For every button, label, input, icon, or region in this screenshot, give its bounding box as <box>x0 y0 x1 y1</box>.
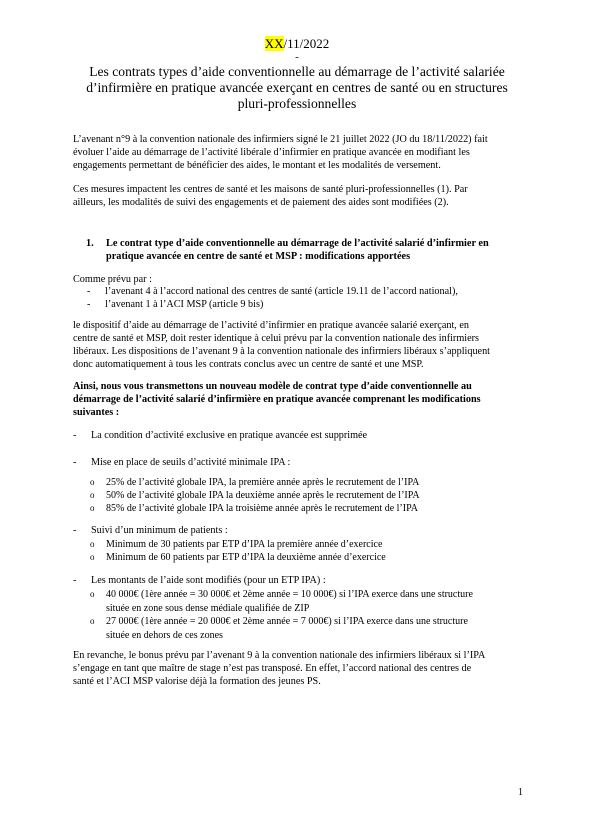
title-separator: - <box>295 51 299 63</box>
document-date <box>0 36 594 52</box>
document-title <box>80 64 514 112</box>
date-rest: /11/2022 <box>283 36 330 51</box>
bonus-paragraph <box>73 649 523 688</box>
dash-bullet: - <box>73 430 77 441</box>
intro-paragraph-2 <box>73 183 523 209</box>
title-line: d’infirmière en pratique avancée exerçant en centres de santé ou en structures <box>86 80 508 95</box>
paragraph-line: centre de santé et MSP, doit rester identique à celui prévu par la convention nationale des infirmiers <box>73 333 479 344</box>
dash-bullet: - <box>73 457 77 468</box>
list-item-text-continued: située en zone sous dense médiale qualifiée de ZIP <box>106 603 310 614</box>
paragraph-line: libéraux. Les dispositions de l’avenant 9 à la convention nationale des infirmiers libéraux s’appliquent <box>73 346 491 357</box>
circle-bullet: o <box>90 539 95 549</box>
section-number: 1. <box>86 238 94 249</box>
list-item-text: 27 000€ (1ère année = 20 000€ et 2ème année = 7 000€) si l’IPA exerce dans une structure <box>106 616 468 627</box>
list-item-text: 85% de l’activité globale IPA la troisième année après le recrutement de l’IPA <box>106 503 418 514</box>
dash-bullet: - <box>73 575 77 586</box>
dispositif-paragraph <box>73 319 523 371</box>
list-item-text: l’avenant 1 à l’ACI MSP (article 9 bis) <box>105 299 264 310</box>
paragraph-line: ailleurs, les modalités de suivi des engagements et de paiement des aides sont modifiées (2). <box>73 197 449 208</box>
circle-bullet: o <box>90 616 95 626</box>
title-line: pluri-professionnelles <box>237 96 357 111</box>
paragraph-line: donc automatiquement à tous les contrats conclus avec un centre de santé et une MSP. <box>73 359 424 370</box>
paragraph-line: s’engage en tant que maître de stage n’est pas transposé. En effet, l’accord national des centres de <box>73 663 472 674</box>
list-item-text: Minimum de 30 patients par ETP d’IPA la première année d’exercice <box>106 539 383 550</box>
circle-bullet: o <box>90 503 95 513</box>
paragraph-line: engagements permettant de bénéficier des aides, le montant et les modalités de versement. <box>73 160 441 171</box>
list-item-text: La condition d’activité exclusive en pratique avancée est supprimée <box>91 430 368 441</box>
intro-paragraph-1 <box>73 133 523 172</box>
paragraph-line: L’avenant n°9 à la convention nationale des infirmiers signé le 21 juillet 2022 (JO du 18/11/2022) fait <box>73 134 488 145</box>
section-title-line: Le contrat type d’aide conventionnelle au démarrage de l’activité salarié d’infirmier en <box>106 238 489 249</box>
paragraph-line: suivantes : <box>73 407 120 418</box>
list-item-text: 50% de l’activité globale IPA la deuxième année après le recrutement de l’IPA <box>106 490 420 501</box>
paragraph-line: démarrage de l’activité salarié d’infirmière en pratique avancée comprenant les modifications <box>73 394 481 405</box>
page-number: 1 <box>518 787 523 798</box>
dash-bullet: - <box>73 525 77 536</box>
list-item-text-continued: située en dehors de ces zones <box>106 630 223 641</box>
circle-bullet: o <box>90 477 95 487</box>
dash-bullet: - <box>87 299 91 310</box>
ainsi-paragraph <box>73 380 523 419</box>
list-item-text: Minimum de 60 patients par ETP d’IPA la deuxième année d’exercice <box>106 552 386 563</box>
section-title-line: pratique avancée en centre de santé et MSP : modifications apportées <box>106 251 411 262</box>
circle-bullet: o <box>90 589 95 599</box>
paragraph-line: Ainsi, nous vous transmettons un nouveau modèle de contrat type d’aide conventionnelle au <box>73 381 472 392</box>
list-item-text: l’avenant 4 à l’accord national des centres de santé (article 19.11 de l’accord national), <box>105 286 458 297</box>
comme-prevu-label: Comme prévu par : <box>73 274 152 285</box>
dash-bullet: - <box>87 286 91 297</box>
list-item-text: 25% de l’activité globale IPA, la première année après le recrutement de l’IPA <box>106 477 420 488</box>
title-line: Les contrats types d’aide conventionnelle au démarrage de l’activité salariée <box>89 64 505 79</box>
list-item-text: Mise en place de seuils d’activité minimale IPA : <box>91 457 291 468</box>
list-item-text: 40 000€ (1ère année = 30 000€ et 2ème année = 10 000€) si l’IPA exerce dans une structure <box>106 589 473 600</box>
paragraph-line: En revanche, le bonus prévu par l’avenant 9 à la convention nationale des infirmiers libéraux si l’IPA <box>73 650 486 661</box>
circle-bullet: o <box>90 490 95 500</box>
paragraph-line: Ces mesures impactent les centres de santé et les maisons de santé pluri-professionnelles (1). Par <box>73 184 468 195</box>
paragraph-line: santé et l’ACI MSP valorise déjà la formation des jeunes PS. <box>73 676 321 687</box>
list-item-text: Les montants de l’aide sont modifiés (pour un ETP IPA) : <box>91 575 326 586</box>
circle-bullet: o <box>90 552 95 562</box>
list-item-text: Suivi d’un minimum de patients : <box>91 525 228 536</box>
date-placeholder-highlight: XX <box>264 36 284 51</box>
paragraph-line: évoluer l’aide au démarrage de l’activité libérale d’infirmier en pratique avancée en modifiant les <box>73 147 470 158</box>
paragraph-line: le dispositif d’aide au démarrage de l’activité d’infirmier en pratique avancée salarié exerçant, en <box>73 320 469 331</box>
